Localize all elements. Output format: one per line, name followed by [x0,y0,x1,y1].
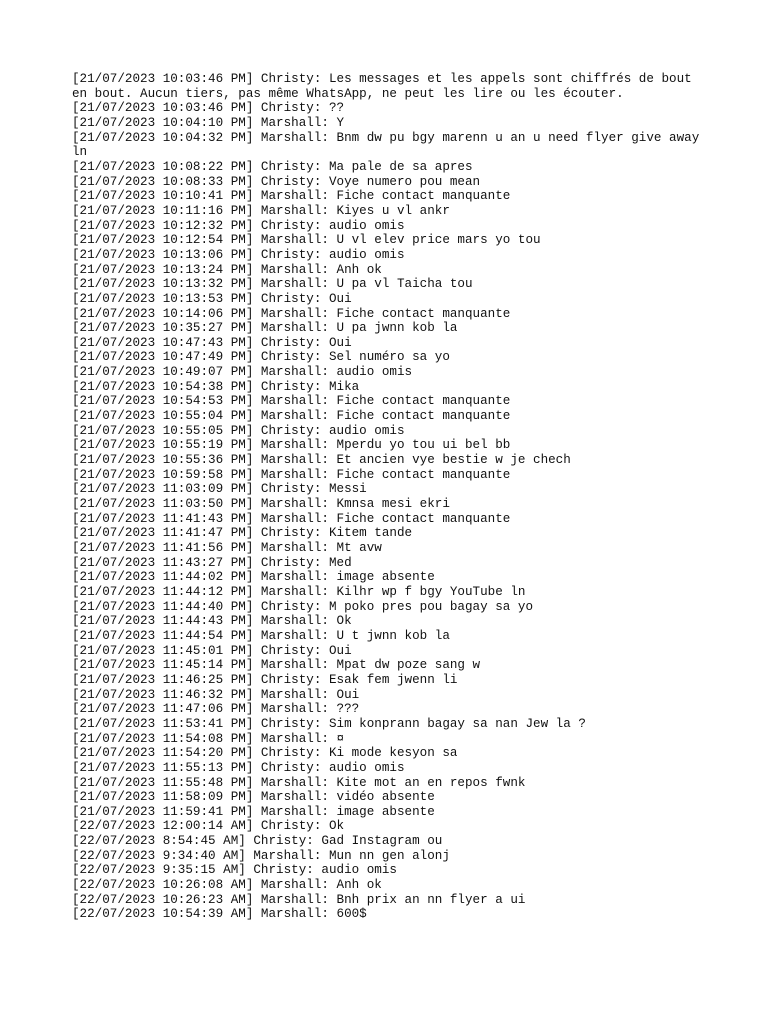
chat-line: [21/07/2023 10:54:38 PM] Christy: Mika [72,379,360,394]
chat-line: [21/07/2023 10:54:53 PM] Marshall: Fiche contact manquante [72,394,511,409]
chat-line: [21/07/2023 10:08:33 PM] Christy: Voye numero pou mean [72,174,481,189]
chat-line: [21/07/2023 11:45:01 PM] Christy: Oui [72,643,352,658]
chat-line: [21/07/2023 11:54:08 PM] Marshall: ¤ [72,731,345,746]
chat-line: [21/07/2023 10:55:19 PM] Marshall: Mperdu yo tou ui bel bb [72,438,511,453]
chat-log [72,72,712,922]
chat-line: [22/07/2023 10:54:39 AM] Marshall: 600$ [72,907,367,922]
chat-line: [21/07/2023 10:12:54 PM] Marshall: U vl elev price mars yo tou [72,233,541,248]
chat-line: [21/07/2023 10:49:07 PM] Marshall: audio omis [72,365,413,380]
document-page [72,72,712,922]
chat-line: [21/07/2023 10:35:27 PM] Marshall: U pa jwnn kob la [72,321,458,336]
chat-line: [21/07/2023 10:14:06 PM] Marshall: Fiche contact manquante [72,306,511,321]
chat-line: [21/07/2023 10:03:46 PM] Christy: Les messages et les appels sont chiffrés de bout en bout. Aucun tiers, pas même WhatsApp, ne peut les lire ou les écouter. [72,72,700,101]
chat-line: [21/07/2023 11:44:54 PM] Marshall: U t jwnn kob la [72,628,450,643]
chat-line: [22/07/2023 9:35:15 AM] Christy: audio omis [72,863,397,878]
chat-line: [21/07/2023 11:45:14 PM] Marshall: Mpat dw poze sang w [72,658,481,673]
chat-line: [21/07/2023 10:12:32 PM] Christy: audio omis [72,218,405,233]
chat-line: [21/07/2023 11:55:48 PM] Marshall: Kite mot an en repos fwnk [72,775,526,790]
chat-line: [22/07/2023 10:26:08 AM] Marshall: Anh ok [72,878,382,893]
chat-line: [21/07/2023 10:55:05 PM] Christy: audio omis [72,423,405,438]
chat-line: [21/07/2023 10:11:16 PM] Marshall: Kiyes u vl ankr [72,203,450,218]
chat-line: [21/07/2023 10:59:58 PM] Marshall: Fiche contact manquante [72,467,511,482]
chat-line: [21/07/2023 10:08:22 PM] Christy: Ma pale de sa apres [72,159,473,174]
chat-line: [21/07/2023 10:13:24 PM] Marshall: Anh ok [72,262,382,277]
chat-line: [21/07/2023 11:41:43 PM] Marshall: Fiche contact manquante [72,511,511,526]
chat-line: [21/07/2023 11:44:40 PM] Christy: M poko pres pou bagay sa yo [72,599,534,614]
chat-line: [21/07/2023 11:44:02 PM] Marshall: image absente [72,570,435,585]
chat-line: [21/07/2023 11:41:56 PM] Marshall: Mt avw [72,541,382,555]
chat-line: [21/07/2023 10:03:46 PM] Christy: ?? [72,101,345,116]
chat-line: [21/07/2023 11:44:43 PM] Marshall: Ok [72,614,352,629]
chat-line: [21/07/2023 10:55:04 PM] Marshall: Fiche contact manquante [72,409,511,424]
chat-line: [21/07/2023 11:58:09 PM] Marshall: vidéo absente [72,790,435,805]
chat-line: [22/07/2023 9:34:40 AM] Marshall: Mun nn gen alonj [72,848,450,863]
chat-line: [21/07/2023 11:03:09 PM] Christy: Messi [72,482,367,497]
chat-line: [21/07/2023 11:03:50 PM] Marshall: Kmnsa mesi ekri [72,497,450,512]
chat-line: [21/07/2023 11:46:32 PM] Marshall: Oui [72,687,360,702]
chat-line: [21/07/2023 11:41:47 PM] Christy: Kitem tande [72,526,413,541]
chat-line: [21/07/2023 11:59:41 PM] Marshall: image absente [72,804,435,819]
chat-line: [21/07/2023 11:53:41 PM] Christy: Sim konprann bagay sa nan Jew la ? [72,716,586,731]
chat-line: [21/07/2023 11:44:12 PM] Marshall: Kilhr wp f bgy YouTube ln [72,584,526,599]
chat-line: [21/07/2023 11:55:13 PM] Christy: audio omis [72,760,405,775]
chat-line: [21/07/2023 11:47:06 PM] Marshall: ??? [72,702,360,717]
chat-line: [21/07/2023 10:13:53 PM] Christy: Oui [72,291,352,306]
chat-line: [21/07/2023 10:47:49 PM] Christy: Sel numéro sa yo [72,350,450,365]
chat-line: [21/07/2023 11:46:25 PM] Christy: Esak fem jwenn li [72,672,458,687]
chat-line: [21/07/2023 10:04:32 PM] Marshall: Bnm dw pu bgy marenn u an u need flyer give away ln [72,130,707,160]
chat-line: [21/07/2023 10:04:10 PM] Marshall: Y [72,115,345,130]
chat-line: [21/07/2023 10:47:43 PM] Christy: Oui [72,335,352,350]
chat-line: [21/07/2023 10:13:32 PM] Marshall: U pa vl Taicha tou [72,277,473,292]
chat-line: [21/07/2023 10:55:36 PM] Marshall: Et ancien vye bestie w je chech [72,453,571,468]
chat-line: [22/07/2023 10:26:23 AM] Marshall: Bnh prix an nn flyer a ui [72,892,526,907]
chat-line: [21/07/2023 10:13:06 PM] Christy: audio omis [72,247,405,262]
chat-line: [22/07/2023 8:54:45 AM] Christy: Gad Instagram ou [72,834,443,849]
chat-line: [22/07/2023 12:00:14 AM] Christy: Ok [72,819,345,834]
chat-line: [21/07/2023 10:10:41 PM] Marshall: Fiche contact manquante [72,189,511,204]
chat-line: [21/07/2023 11:54:20 PM] Christy: Ki mode kesyon sa [72,746,458,761]
chat-line: [21/07/2023 11:43:27 PM] Christy: Med [72,555,352,570]
